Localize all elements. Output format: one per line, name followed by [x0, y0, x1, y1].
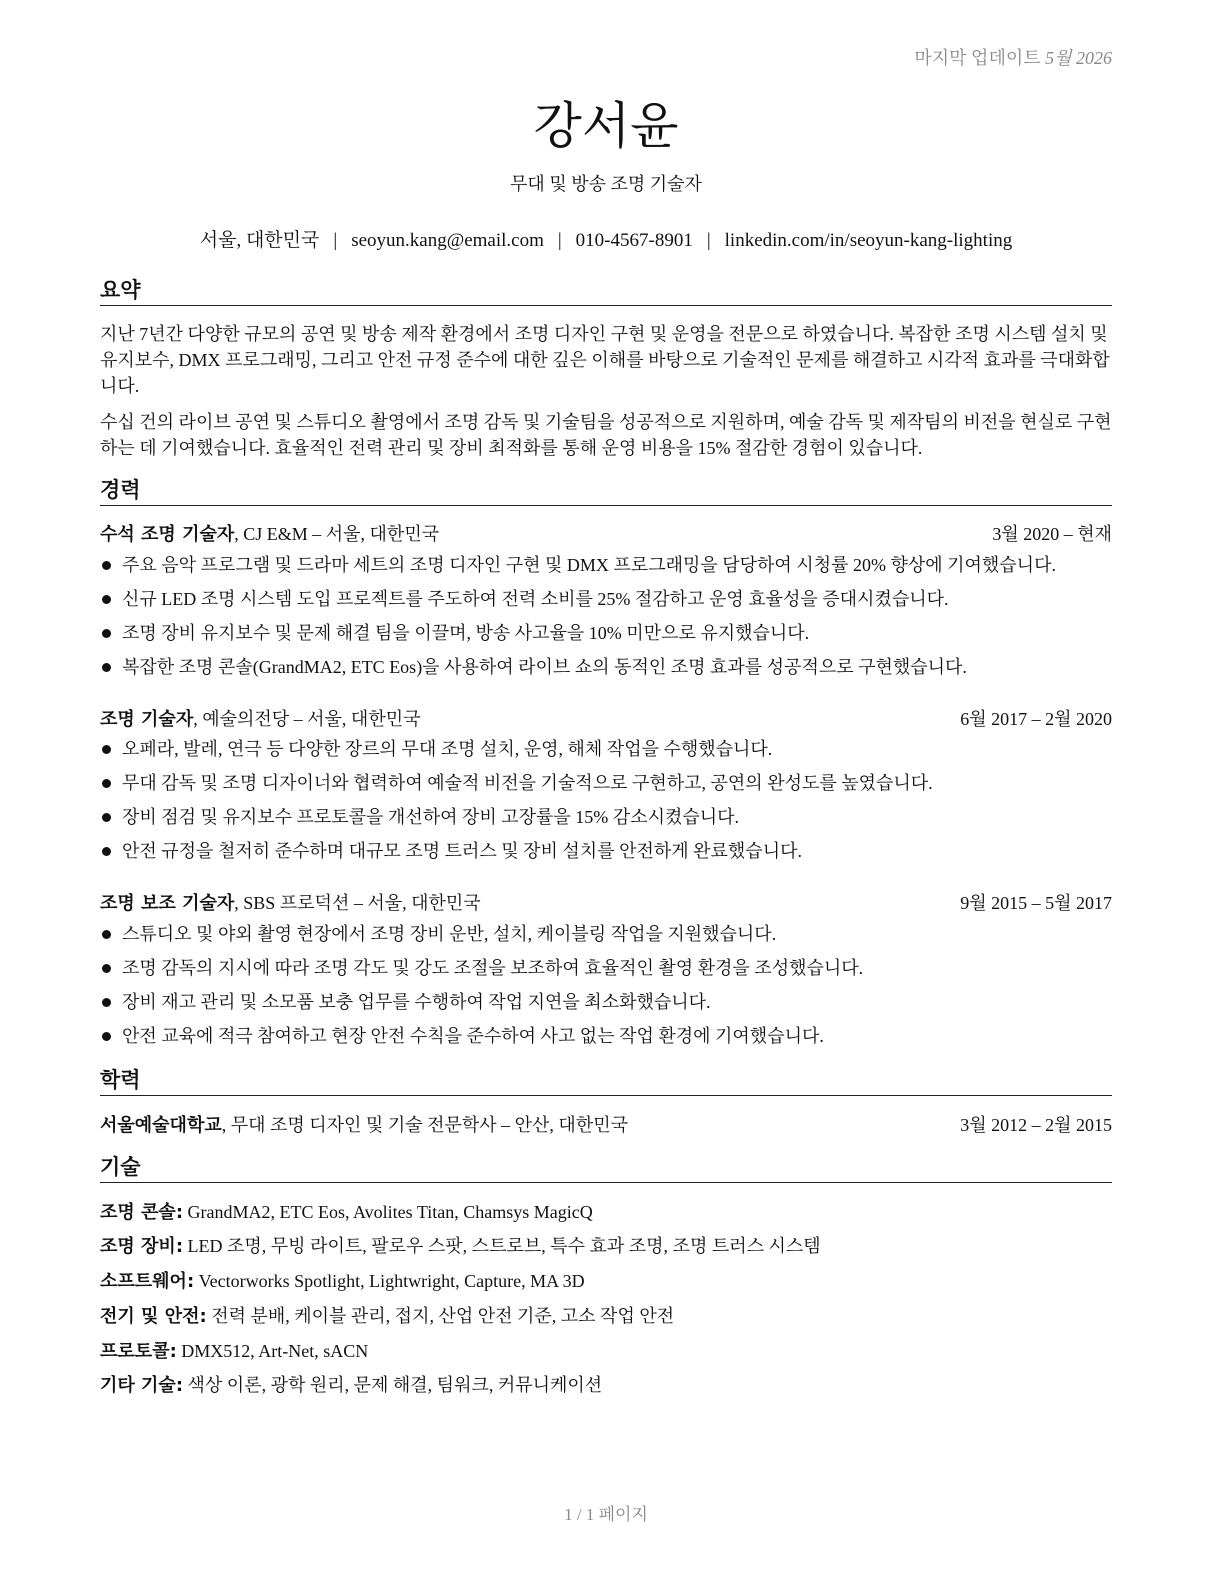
contact-email[interactable]: seoyun.kang@email.com — [351, 230, 544, 251]
list-item: 조명 장비 유지보수 및 문제 해결 팀을 이끌며, 방송 사고율을 10% 미만으로 유지했습니다. — [100, 620, 1130, 654]
resume-page — [100, 0, 1112, 1584]
job-bullets — [100, 736, 1130, 872]
separator: | — [557, 230, 562, 251]
list-item: 안전 교육에 적극 참여하고 현장 안전 수칙을 준수하여 사고 없는 작업 환경에 기여했습니다. — [100, 1023, 1130, 1057]
job-dates: 3월 2020 – 현재 — [992, 524, 1112, 544]
job-title: 무대 및 방송 조명 기술자 — [510, 174, 702, 194]
job-org: , SBS 프로덕션 – 서울, 대한민국 — [234, 893, 481, 913]
job-bullets — [100, 552, 1130, 688]
skill-value: LED 조명, 무빙 라이트, 팔로우 스팟, 스트로브, 특수 효과 조명, 조명 트러스 시스템 — [183, 1236, 821, 1256]
skill-row: 조명 장비: LED 조명, 무빙 라이트, 팔로우 스팟, 스트로브, 특수 효과 조명, 조명 트러스 시스템 — [100, 1236, 821, 1257]
bullet-icon — [102, 1032, 111, 1041]
last-updated-date: 5월 2026 — [1045, 48, 1112, 68]
skill-row: 프로토콜: DMX512, Art-Net, sACN — [100, 1341, 369, 1362]
job-role: 수석 조명 기술자 — [100, 524, 235, 545]
job-role: 조명 기술자 — [100, 709, 194, 730]
job-dates: 9월 2015 – 5월 2017 — [960, 893, 1112, 913]
bullet-icon — [102, 930, 111, 939]
list-item: 복잡한 조명 콘솔(GrandMA2, ETC Eos)을 사용하여 라이브 쇼의 동적인 조명 효과를 성공적으로 구현했습니다. — [100, 654, 1130, 688]
section-title-education: 학력 — [100, 1067, 1112, 1096]
skill-value: 전력 분배, 케이블 관리, 접지, 산업 안전 기준, 고소 작업 안전 — [206, 1306, 675, 1326]
skill-row: 기타 기술: 색상 이론, 광학 원리, 문제 해결, 팀워크, 커뮤니케이션 — [100, 1375, 603, 1396]
list-item: 신규 LED 조명 시스템 도입 프로젝트를 주도하여 전력 소비를 25% 절감하고 운영 효율성을 증대시켰습니다. — [100, 586, 1130, 620]
skill-label: 프로토콜 — [100, 1341, 170, 1362]
skill-row: 조명 콘솔: GrandMA2, ETC Eos, Avolites Titan, Chamsys MagicQ — [100, 1202, 593, 1223]
list-item: 주요 음악 프로그램 및 드라마 세트의 조명 디자인 구현 및 DMX 프로그래밍을 담당하여 시청률 20% 향상에 기여했습니다. — [100, 552, 1130, 586]
bullet-icon — [102, 998, 111, 1007]
skill-label: 소프트웨어 — [100, 1271, 187, 1292]
bullet-icon — [102, 745, 111, 754]
list-item: 오페라, 발레, 연극 등 다양한 장르의 무대 조명 설치, 운영, 해체 작업을 수행했습니다. — [100, 736, 1130, 770]
skill-value: Vectorworks Spotlight, Lightwright, Capture, MA 3D — [194, 1271, 585, 1291]
skill-value: GrandMA2, ETC Eos, Avolites Titan, Chamsys MagicQ — [183, 1202, 593, 1222]
degree-detail: , 무대 조명 디자인 및 기술 전문학사 – 안산, 대한민국 — [221, 1115, 628, 1135]
last-updated-label: 마지막 업데이트 — [914, 48, 1041, 68]
school-name: 서울예술대학교 — [100, 1115, 222, 1136]
job-header — [100, 521, 1112, 548]
skill-value: DMX512, Art-Net, sACN — [176, 1341, 369, 1361]
job-header — [100, 890, 1112, 917]
bullet-icon — [102, 561, 111, 570]
section-title-summary: 요약 — [100, 277, 1112, 306]
bullet-icon — [102, 847, 111, 856]
section-title-skills: 기술 — [100, 1154, 1112, 1183]
bullet-icon — [102, 964, 111, 973]
skill-label: 조명 콘솔 — [100, 1202, 176, 1223]
page-number: 1 / 1 페이지 — [564, 1505, 648, 1524]
bullet-icon — [102, 629, 111, 638]
job-org: , 예술의전당 – 서울, 대한민국 — [193, 709, 421, 729]
separator: | — [333, 230, 338, 251]
resume-name: 강서윤 — [533, 97, 679, 155]
list-item: 장비 점검 및 유지보수 프로토콜을 개선하여 장비 고장률을 15% 감소시켰습니다. — [100, 804, 1130, 838]
summary-paragraph-2: 수십 건의 라이브 공연 및 스튜디오 촬영에서 조명 감독 및 기술팀을 성공적으로 지원하며, 예술 감독 및 제작팀의 비전을 현실로 구현하는 데 기여했습니다. 효율적인 전력 관리 및 장비 최적화를 통해 운영 비용을 15% 절감한 경험이 있습니다. — [100, 412, 1112, 458]
job-org: , CJ E&M – 서울, 대한민국 — [234, 524, 440, 544]
last-updated — [914, 44, 1112, 70]
education-dates: 3월 2012 – 2월 2015 — [960, 1115, 1112, 1135]
separator: | — [706, 230, 711, 251]
bullet-icon — [102, 663, 111, 672]
contact-linkedin[interactable]: linkedin.com/in/seoyun-kang-lighting — [724, 230, 1013, 251]
contact-phone[interactable]: 010-4567-8901 — [575, 230, 693, 251]
skill-value: 색상 이론, 광학 원리, 문제 해결, 팀워크, 커뮤니케이션 — [183, 1375, 603, 1395]
skill-row: 소프트웨어: Vectorworks Spotlight, Lightwright, Capture, MA 3D — [100, 1271, 585, 1292]
list-item: 조명 감독의 지시에 따라 조명 각도 및 강도 조절을 보조하여 효율적인 촬영 환경을 조성했습니다. — [100, 955, 1130, 989]
contact-line — [100, 225, 1112, 252]
summary-paragraph-1: 지난 7년간 다양한 규모의 공연 및 방송 제작 환경에서 조명 디자인 구현 및 운영을 전문으로 하였습니다. 복잡한 조명 시스템 설치 및 유지보수, DMX 프로그래밍, 그리고 안전 규정 준수에 대한 깊은 이해를 바탕으로 기술적인 문제를 해결하고 시각적 효과를 극대화합니다. — [100, 324, 1110, 396]
list-item: 스튜디오 및 야외 촬영 현장에서 조명 장비 운반, 설치, 케이블링 작업을 지원했습니다. — [100, 921, 1130, 955]
list-item: 안전 규정을 철저히 준수하며 대규모 조명 트러스 및 장비 설치를 안전하게 완료했습니다. — [100, 838, 1130, 872]
list-item: 장비 재고 관리 및 소모품 보충 업무를 수행하여 작업 지연을 최소화했습니다. — [100, 989, 1130, 1023]
skill-row: 전기 및 안전: 전력 분배, 케이블 관리, 접지, 산업 안전 기준, 고소 작업 안전 — [100, 1306, 675, 1327]
section-title-experience: 경력 — [100, 477, 1112, 506]
skill-label: 기타 기술 — [100, 1375, 176, 1396]
bullet-icon — [102, 779, 111, 788]
list-item: 무대 감독 및 조명 디자이너와 협력하여 예술적 비전을 기술적으로 구현하고, 공연의 완성도를 높였습니다. — [100, 770, 1130, 804]
job-role: 조명 보조 기술자 — [100, 893, 235, 914]
education-entry — [100, 1112, 1112, 1139]
bullet-icon — [102, 813, 111, 822]
job-header — [100, 706, 1112, 733]
job-bullets — [100, 921, 1130, 1057]
contact-location: 서울, 대한민국 — [199, 230, 320, 251]
job-dates: 6월 2017 – 2월 2020 — [960, 709, 1112, 729]
skill-label: 조명 장비 — [100, 1236, 176, 1257]
skill-label: 전기 및 안전 — [100, 1306, 200, 1327]
bullet-icon — [102, 595, 111, 604]
